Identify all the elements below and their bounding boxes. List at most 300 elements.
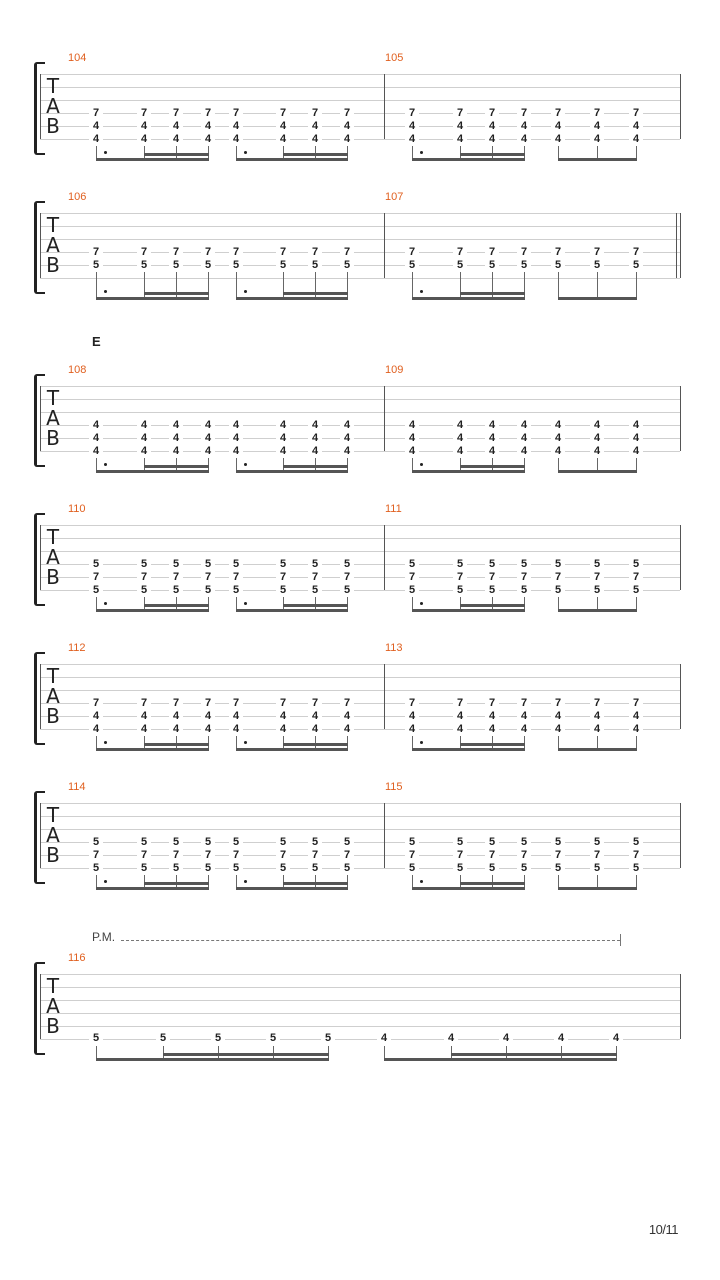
fret-number: 5	[517, 559, 531, 570]
fret-number: 7	[340, 572, 354, 583]
rhythm-dot	[420, 602, 423, 605]
beam-secondary	[460, 743, 525, 746]
fret-number: 7	[405, 572, 419, 583]
string-line	[40, 564, 680, 565]
fret-number: 5	[590, 837, 604, 848]
fret-number: 4	[276, 433, 290, 444]
fret-number: 4	[340, 433, 354, 444]
fret-number: 7	[340, 698, 354, 709]
rhythm-dot	[104, 880, 107, 883]
measure-number: 109	[385, 364, 404, 376]
barline-end	[680, 74, 681, 139]
beam	[96, 748, 209, 751]
fret-number: 4	[201, 711, 215, 722]
barline	[384, 213, 385, 278]
beam-secondary	[460, 153, 525, 156]
string-line	[40, 265, 680, 266]
fret-number: 4	[169, 446, 183, 457]
fret-number: 7	[590, 572, 604, 583]
fret-number: 4	[499, 1033, 513, 1044]
string-line	[40, 525, 680, 526]
fret-number: 7	[137, 850, 151, 861]
beam	[236, 297, 348, 300]
fret-number: 7	[517, 698, 531, 709]
fret-number: 5	[276, 863, 290, 874]
fret-number: 4	[485, 134, 499, 145]
fret-number: 7	[276, 572, 290, 583]
fret-number: 5	[405, 260, 419, 271]
fret-number: 7	[590, 850, 604, 861]
fret-number: 4	[554, 1033, 568, 1044]
string-line	[40, 113, 680, 114]
fret-number: 4	[229, 724, 243, 735]
fret-number: 4	[590, 724, 604, 735]
fret-number: 7	[201, 698, 215, 709]
string-line	[40, 100, 680, 101]
string-line	[40, 855, 680, 856]
fret-number: 7	[453, 108, 467, 119]
tab-clef-letter: A	[46, 406, 60, 430]
staff-start-line	[40, 74, 41, 139]
fret-number: 5	[276, 585, 290, 596]
rhythm-dot	[244, 151, 247, 154]
fret-number: 5	[485, 837, 499, 848]
fret-number: 5	[89, 1033, 103, 1044]
fret-number: 4	[201, 121, 215, 132]
fret-number: 4	[308, 446, 322, 457]
tab-clef-letter: A	[46, 233, 60, 257]
fret-number: 7	[89, 108, 103, 119]
fret-number: 4	[89, 724, 103, 735]
beam	[96, 470, 209, 473]
fret-number: 7	[629, 572, 643, 583]
rhythm-dot	[104, 151, 107, 154]
fret-number: 4	[89, 420, 103, 431]
fret-number: 7	[629, 850, 643, 861]
fret-number: 4	[590, 121, 604, 132]
string-line	[40, 213, 680, 214]
rhythm-dot	[420, 463, 423, 466]
fret-number: 5	[485, 863, 499, 874]
fret-number: 4	[377, 1033, 391, 1044]
fret-number: 7	[453, 572, 467, 583]
fret-number: 5	[551, 585, 565, 596]
fret-number: 7	[229, 108, 243, 119]
beam-secondary	[144, 292, 209, 295]
fret-number: 4	[201, 420, 215, 431]
string-line	[40, 226, 680, 227]
beam	[236, 609, 348, 612]
string-line	[40, 126, 680, 127]
section-label: E	[92, 334, 101, 349]
fret-number: 4	[276, 724, 290, 735]
tab-clef	[44, 388, 62, 448]
fret-number: 4	[517, 711, 531, 722]
fret-number: 5	[485, 585, 499, 596]
fret-number: 5	[169, 837, 183, 848]
fret-number: 4	[89, 134, 103, 145]
beam	[558, 158, 637, 161]
fret-number: 7	[89, 698, 103, 709]
fret-number: 4	[229, 711, 243, 722]
string-line	[40, 1026, 680, 1027]
string-line	[40, 868, 680, 869]
fret-number: 5	[340, 585, 354, 596]
fret-number: 5	[629, 585, 643, 596]
fret-number: 4	[137, 420, 151, 431]
fret-number: 4	[308, 121, 322, 132]
fret-number: 4	[453, 121, 467, 132]
fret-number: 4	[453, 420, 467, 431]
fret-number: 4	[551, 724, 565, 735]
tab-clef-letter: A	[46, 684, 60, 708]
fret-number: 5	[137, 260, 151, 271]
tab-clef-letter: B	[46, 114, 60, 138]
fret-number: 5	[405, 863, 419, 874]
string-line	[40, 816, 680, 817]
fret-number: 7	[453, 698, 467, 709]
barline-end	[680, 525, 681, 590]
fret-number: 4	[340, 711, 354, 722]
fret-number: 7	[201, 850, 215, 861]
fret-number: 4	[453, 724, 467, 735]
fret-number: 5	[137, 585, 151, 596]
fret-number: 7	[89, 850, 103, 861]
fret-number: 4	[485, 433, 499, 444]
fret-number: 4	[405, 724, 419, 735]
fret-number: 5	[551, 559, 565, 570]
measure-number: 115	[385, 781, 403, 793]
palm-mute-dashes	[121, 940, 620, 941]
fret-number: 5	[590, 260, 604, 271]
fret-number: 4	[308, 724, 322, 735]
fret-number: 4	[551, 134, 565, 145]
fret-number: 7	[89, 572, 103, 583]
fret-number: 4	[551, 711, 565, 722]
string-line	[40, 829, 680, 830]
fret-number: 4	[89, 121, 103, 132]
beam-secondary	[144, 465, 209, 468]
tab-clef-letter: B	[46, 1014, 60, 1038]
measure-number: 104	[68, 52, 87, 64]
fret-number: 4	[137, 724, 151, 735]
fret-number: 7	[590, 698, 604, 709]
string-line	[40, 87, 680, 88]
fret-number: 7	[308, 572, 322, 583]
string-line	[40, 1013, 680, 1014]
fret-number: 4	[308, 711, 322, 722]
string-line	[40, 677, 680, 678]
fret-number: 5	[276, 837, 290, 848]
fret-number: 5	[169, 260, 183, 271]
fret-number: 4	[89, 711, 103, 722]
tab-clef-letter: A	[46, 994, 60, 1018]
string-line	[40, 438, 680, 439]
staff-start-line	[40, 525, 41, 590]
beam	[236, 470, 348, 473]
fret-number: 4	[169, 121, 183, 132]
barline	[384, 386, 385, 451]
beam	[412, 609, 525, 612]
fret-number: 4	[201, 724, 215, 735]
fret-number: 7	[340, 247, 354, 258]
fret-number: 7	[169, 572, 183, 583]
fret-number: 7	[137, 247, 151, 258]
beam	[558, 887, 637, 890]
fret-number: 5	[551, 837, 565, 848]
rhythm-dot	[420, 151, 423, 154]
fret-number: 4	[340, 121, 354, 132]
beam	[412, 470, 525, 473]
beam-secondary	[460, 604, 525, 607]
rhythm-dot	[104, 290, 107, 293]
fret-number: 4	[629, 724, 643, 735]
beam	[384, 1058, 617, 1061]
fret-number: 4	[137, 433, 151, 444]
note-stem	[412, 272, 413, 298]
note-stem	[558, 272, 559, 298]
fret-number: 7	[308, 850, 322, 861]
fret-number: 7	[405, 247, 419, 258]
page-number: 10/11	[648, 1222, 678, 1237]
tab-clef-letter: T	[46, 213, 60, 237]
fret-number: 7	[201, 572, 215, 583]
fret-number: 7	[276, 247, 290, 258]
rhythm-dot	[104, 463, 107, 466]
fret-number: 4	[485, 446, 499, 457]
beam-secondary	[144, 882, 209, 885]
measure-number: 112	[68, 642, 86, 654]
string-line	[40, 664, 680, 665]
fret-number: 7	[169, 247, 183, 258]
fret-number: 5	[629, 863, 643, 874]
fret-number: 4	[137, 711, 151, 722]
string-line	[40, 590, 680, 591]
fret-number: 5	[308, 559, 322, 570]
palm-mute-end	[620, 934, 621, 946]
fret-number: 4	[137, 446, 151, 457]
fret-number: 7	[517, 247, 531, 258]
string-line	[40, 987, 680, 988]
fret-number: 5	[453, 863, 467, 874]
fret-number: 4	[444, 1033, 458, 1044]
beam	[96, 887, 209, 890]
string-line	[40, 703, 680, 704]
fret-number: 4	[405, 446, 419, 457]
rhythm-dot	[420, 290, 423, 293]
fret-number: 4	[308, 433, 322, 444]
fret-number: 5	[629, 559, 643, 570]
fret-number: 5	[517, 863, 531, 874]
barline	[384, 525, 385, 590]
beam-secondary	[163, 1053, 329, 1056]
fret-number: 7	[89, 247, 103, 258]
string-line	[40, 139, 680, 140]
fret-number: 5	[551, 863, 565, 874]
fret-number: 5	[340, 837, 354, 848]
fret-number: 4	[201, 446, 215, 457]
beam	[96, 1058, 329, 1061]
fret-number: 4	[308, 134, 322, 145]
rhythm-dot	[244, 290, 247, 293]
barline-end	[680, 664, 681, 729]
fret-number: 4	[276, 134, 290, 145]
fret-number: 4	[137, 121, 151, 132]
fret-number: 4	[229, 121, 243, 132]
fret-number: 4	[453, 134, 467, 145]
fret-number: 5	[201, 863, 215, 874]
fret-number: 4	[551, 446, 565, 457]
fret-number: 5	[453, 260, 467, 271]
fret-number: 4	[629, 134, 643, 145]
string-line	[40, 551, 680, 552]
fret-number: 4	[276, 446, 290, 457]
fret-number: 4	[169, 420, 183, 431]
fret-number: 5	[169, 863, 183, 874]
fret-number: 7	[551, 698, 565, 709]
fret-number: 7	[485, 247, 499, 258]
fret-number: 4	[517, 134, 531, 145]
beam	[236, 158, 348, 161]
measure-number: 111	[385, 503, 402, 515]
fret-number: 5	[201, 260, 215, 271]
staff-start-line	[40, 974, 41, 1039]
fret-number: 4	[517, 420, 531, 431]
fret-number: 5	[276, 559, 290, 570]
tab-clef	[44, 76, 62, 136]
fret-number: 7	[276, 698, 290, 709]
fret-number: 7	[229, 698, 243, 709]
fret-number: 4	[229, 420, 243, 431]
fret-number: 7	[485, 108, 499, 119]
fret-number: 7	[201, 108, 215, 119]
fret-number: 4	[590, 711, 604, 722]
fret-number: 5	[266, 1033, 280, 1044]
string-line	[40, 1000, 680, 1001]
fret-number: 4	[201, 134, 215, 145]
string-line	[40, 690, 680, 691]
fret-number: 5	[453, 837, 467, 848]
fret-number: 4	[201, 433, 215, 444]
fret-number: 5	[590, 863, 604, 874]
barline-double	[676, 213, 677, 278]
string-line	[40, 716, 680, 717]
beam-secondary	[283, 465, 348, 468]
fret-number: 5	[201, 559, 215, 570]
fret-number: 4	[405, 134, 419, 145]
fret-number: 5	[405, 559, 419, 570]
string-line	[40, 399, 680, 400]
fret-number: 5	[340, 260, 354, 271]
string-line	[40, 412, 680, 413]
barline	[384, 664, 385, 729]
fret-number: 7	[276, 108, 290, 119]
barline-end	[680, 213, 681, 278]
fret-number: 7	[517, 108, 531, 119]
tab-clef-letter: B	[46, 704, 60, 728]
fret-number: 5	[517, 837, 531, 848]
note-stem	[96, 272, 97, 298]
fret-number: 7	[629, 698, 643, 709]
fret-number: 4	[169, 134, 183, 145]
staff-start-line	[40, 386, 41, 451]
fret-number: 5	[276, 260, 290, 271]
fret-number: 4	[551, 433, 565, 444]
tab-clef	[44, 527, 62, 587]
beam	[558, 470, 637, 473]
fret-number: 4	[340, 420, 354, 431]
tab-clef-letter: A	[46, 94, 60, 118]
string-line	[40, 252, 680, 253]
fret-number: 7	[137, 572, 151, 583]
fret-number: 5	[308, 260, 322, 271]
measure-number: 113	[385, 642, 403, 654]
fret-number: 4	[169, 433, 183, 444]
tab-clef	[44, 805, 62, 865]
fret-number: 7	[551, 108, 565, 119]
fret-number: 4	[590, 433, 604, 444]
fret-number: 4	[629, 420, 643, 431]
fret-number: 5	[229, 260, 243, 271]
fret-number: 4	[340, 134, 354, 145]
fret-number: 7	[340, 108, 354, 119]
fret-number: 5	[517, 585, 531, 596]
measure-number: 106	[68, 191, 87, 203]
fret-number: 4	[169, 711, 183, 722]
fret-number: 7	[551, 572, 565, 583]
note-stem	[636, 272, 637, 298]
beam	[412, 297, 525, 300]
fret-number: 7	[169, 108, 183, 119]
fret-number: 7	[405, 850, 419, 861]
fret-number: 4	[590, 134, 604, 145]
measure-number: 110	[68, 503, 86, 515]
measure-number: 105	[385, 52, 404, 64]
fret-number: 4	[340, 446, 354, 457]
fret-number: 5	[405, 837, 419, 848]
tab-clef-letter: T	[46, 74, 60, 98]
fret-number: 7	[517, 572, 531, 583]
note-stem	[597, 272, 598, 298]
fret-number: 5	[89, 559, 103, 570]
fret-number: 5	[405, 585, 419, 596]
string-line	[40, 425, 680, 426]
beam-secondary	[144, 604, 209, 607]
tab-clef-letter: T	[46, 386, 60, 410]
rhythm-dot	[104, 741, 107, 744]
fret-number: 4	[405, 711, 419, 722]
tab-clef-letter: T	[46, 974, 60, 998]
tab-clef-letter: B	[46, 426, 60, 450]
barline	[384, 74, 385, 139]
fret-number: 4	[629, 446, 643, 457]
beam-secondary	[460, 882, 525, 885]
fret-number: 4	[517, 724, 531, 735]
fret-number: 5	[169, 585, 183, 596]
fret-number: 4	[308, 420, 322, 431]
fret-number: 5	[137, 863, 151, 874]
fret-number: 5	[201, 837, 215, 848]
beam-secondary	[283, 743, 348, 746]
fret-number: 4	[229, 134, 243, 145]
fret-number: 4	[485, 121, 499, 132]
fret-number: 7	[229, 247, 243, 258]
fret-number: 7	[551, 850, 565, 861]
barline	[384, 803, 385, 868]
beam-secondary	[283, 604, 348, 607]
beam	[96, 609, 209, 612]
rhythm-dot	[244, 741, 247, 744]
